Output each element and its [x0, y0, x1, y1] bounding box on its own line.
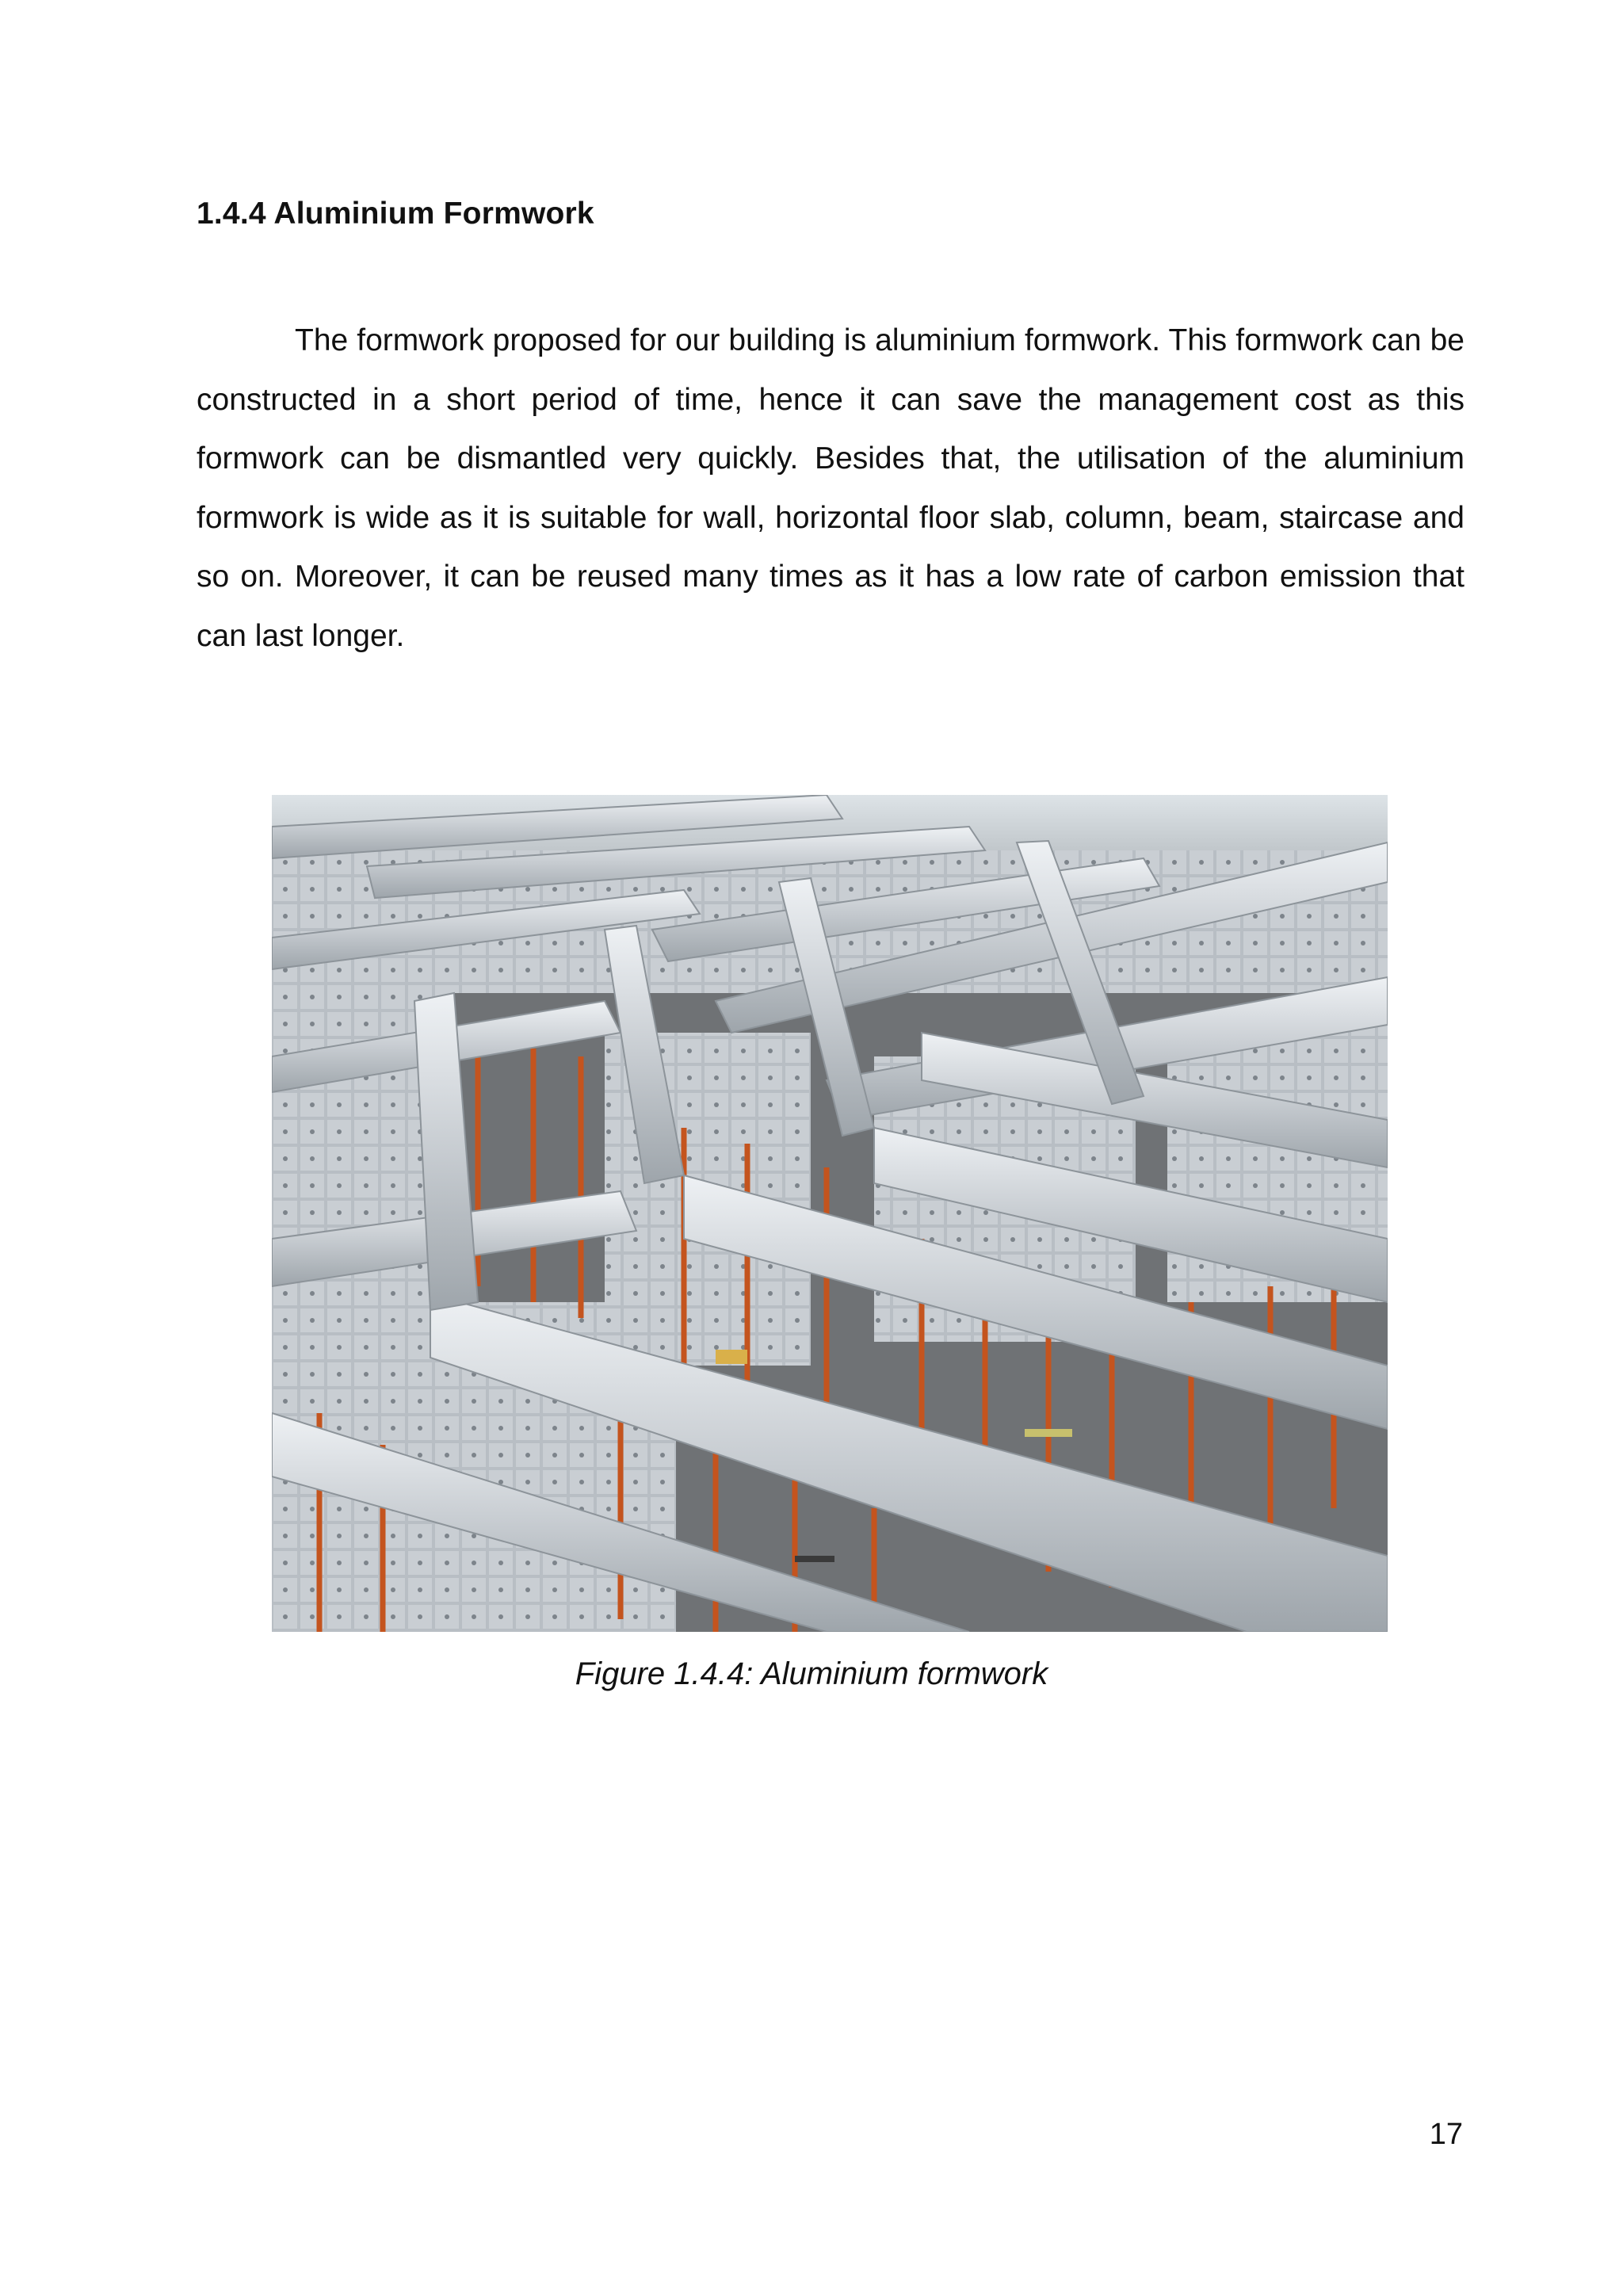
- body-paragraph: The formwork proposed for our building is aluminium formwork. This formwork can be constructed in a short period of time, hence it can save the management cost as this formwork can be dismantled very quickly. Besides that, the utilisation of the aluminium formwork is wide as it is suitable for wall, horizontal floor slab, column, beam, staircase and so on. Moreover, it can be reused many times as it has a low rate of carbon emission that can last longer.: [197, 323, 1465, 653]
- aluminium-formwork-photo: [272, 795, 1388, 1632]
- page-number: 17: [1429, 2118, 1463, 2151]
- formwork-illustration: [272, 795, 1388, 1632]
- figure-caption: Figure 1.4.4: Aluminium formwork: [575, 1656, 1048, 1691]
- section-heading: 1.4.4 Aluminium Formwork: [197, 197, 594, 231]
